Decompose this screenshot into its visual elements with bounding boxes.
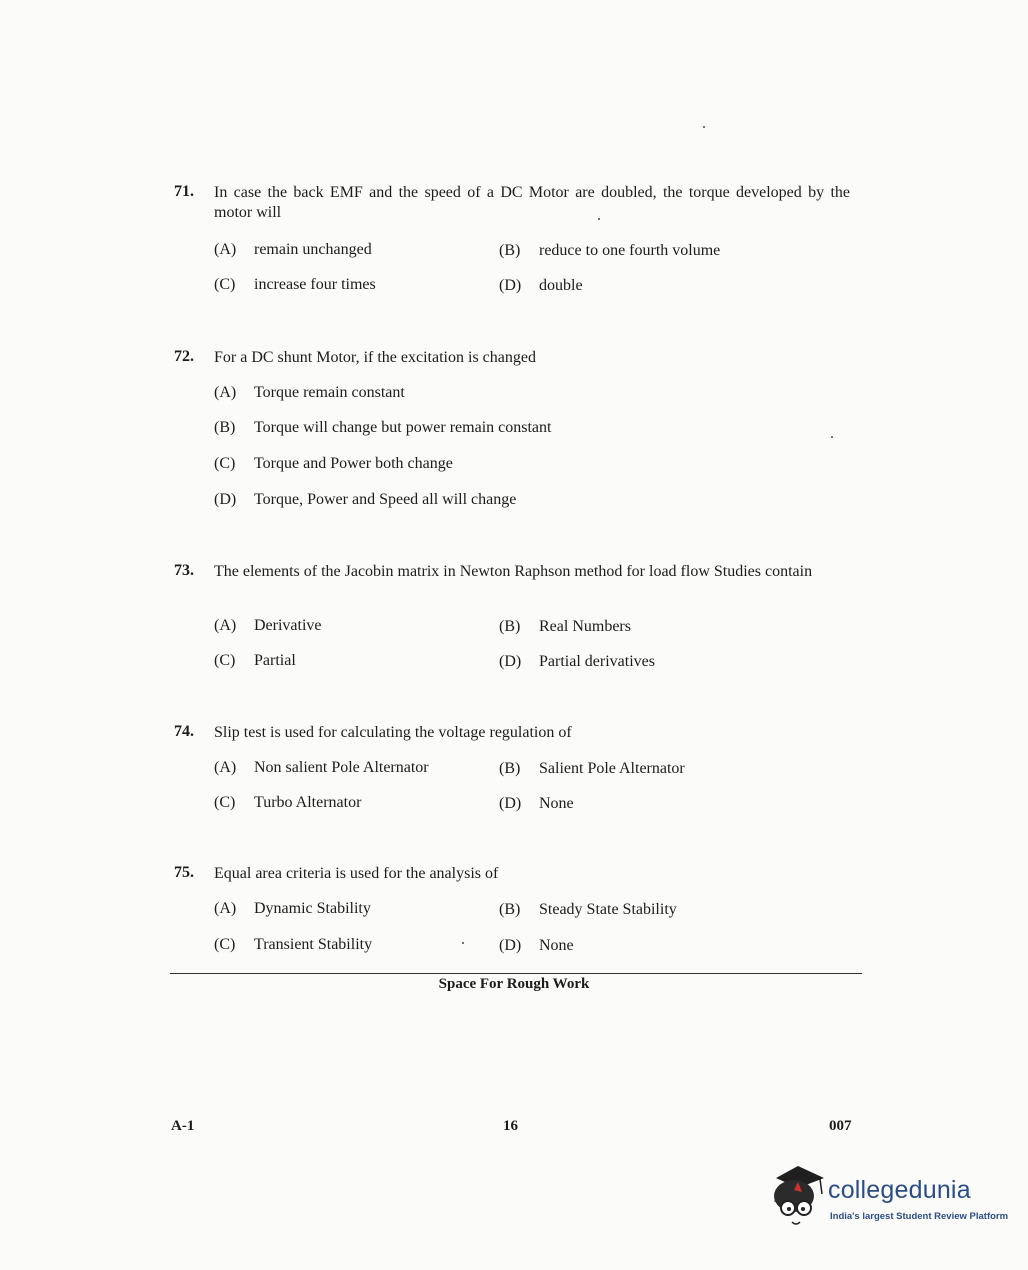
scan-speck <box>462 942 464 944</box>
option-b: (B) reduce to one fourth volume <box>499 242 721 259</box>
question-text: The elements of the Jacobin matrix in Newton Raphson method for load flow Studies contain <box>214 563 813 580</box>
option-b: (B) Steady State Stability <box>499 901 677 918</box>
option-b: (B) Torque will change but power remain constant <box>214 419 552 436</box>
option-a: (A) Dynamic Stability <box>214 900 371 917</box>
brand-tagline: India's largest Student Review Platform <box>830 1211 1009 1222</box>
scan-speck <box>598 218 600 220</box>
question-number: 75. <box>174 864 194 881</box>
option-d: (D) Torque, Power and Speed all will change <box>214 491 517 508</box>
question-number: 71. <box>174 183 194 200</box>
option-b: (B) Salient Pole Alternator <box>499 760 685 777</box>
question-text: For a DC shunt Motor, if the excitation is changed <box>214 349 536 366</box>
question-text: In case the back EMF and the speed of a DC Motor are doubled, the torque developed by the motor will <box>214 184 850 221</box>
mascot-icon <box>768 1162 830 1232</box>
scan-speck <box>831 436 833 438</box>
option-c: (C) Partial <box>214 652 296 669</box>
question-text: Equal area criteria is used for the analysis of <box>214 865 499 882</box>
option-d: (D) Partial derivatives <box>499 653 655 670</box>
brand-name: collegedunia <box>828 1176 971 1204</box>
option-d: (D) None <box>499 937 574 954</box>
option-c: (C) Torque and Power both change <box>214 455 453 472</box>
option-a: (A) Torque remain constant <box>214 384 405 401</box>
option-b: (B) Real Numbers <box>499 618 631 635</box>
footer-code: A-1 <box>171 1118 195 1134</box>
option-c: (C) increase four times <box>214 276 376 293</box>
option-a: (A) Non salient Pole Alternator <box>214 759 429 776</box>
option-a: (A) remain unchanged <box>214 241 372 258</box>
scan-speck <box>703 126 705 128</box>
option-c: (C) Transient Stability <box>214 936 373 953</box>
option-c: (C) Turbo Alternator <box>214 794 362 811</box>
question-text: Slip test is used for calculating the voltage regulation of <box>214 724 572 741</box>
rough-work-heading: Space For Rough Work <box>438 976 590 992</box>
collegedunia-logo <box>768 1162 1008 1232</box>
question-number: 72. <box>174 348 194 365</box>
footer-serial: 007 <box>829 1118 852 1134</box>
option-d: (D) None <box>499 795 574 812</box>
option-d: (D) double <box>499 277 583 294</box>
option-a: (A) Derivative <box>214 617 322 634</box>
question-number: 74. <box>174 723 194 740</box>
question-number: 73. <box>174 562 194 579</box>
divider-line <box>170 973 862 974</box>
page-number: 16 <box>503 1118 518 1134</box>
